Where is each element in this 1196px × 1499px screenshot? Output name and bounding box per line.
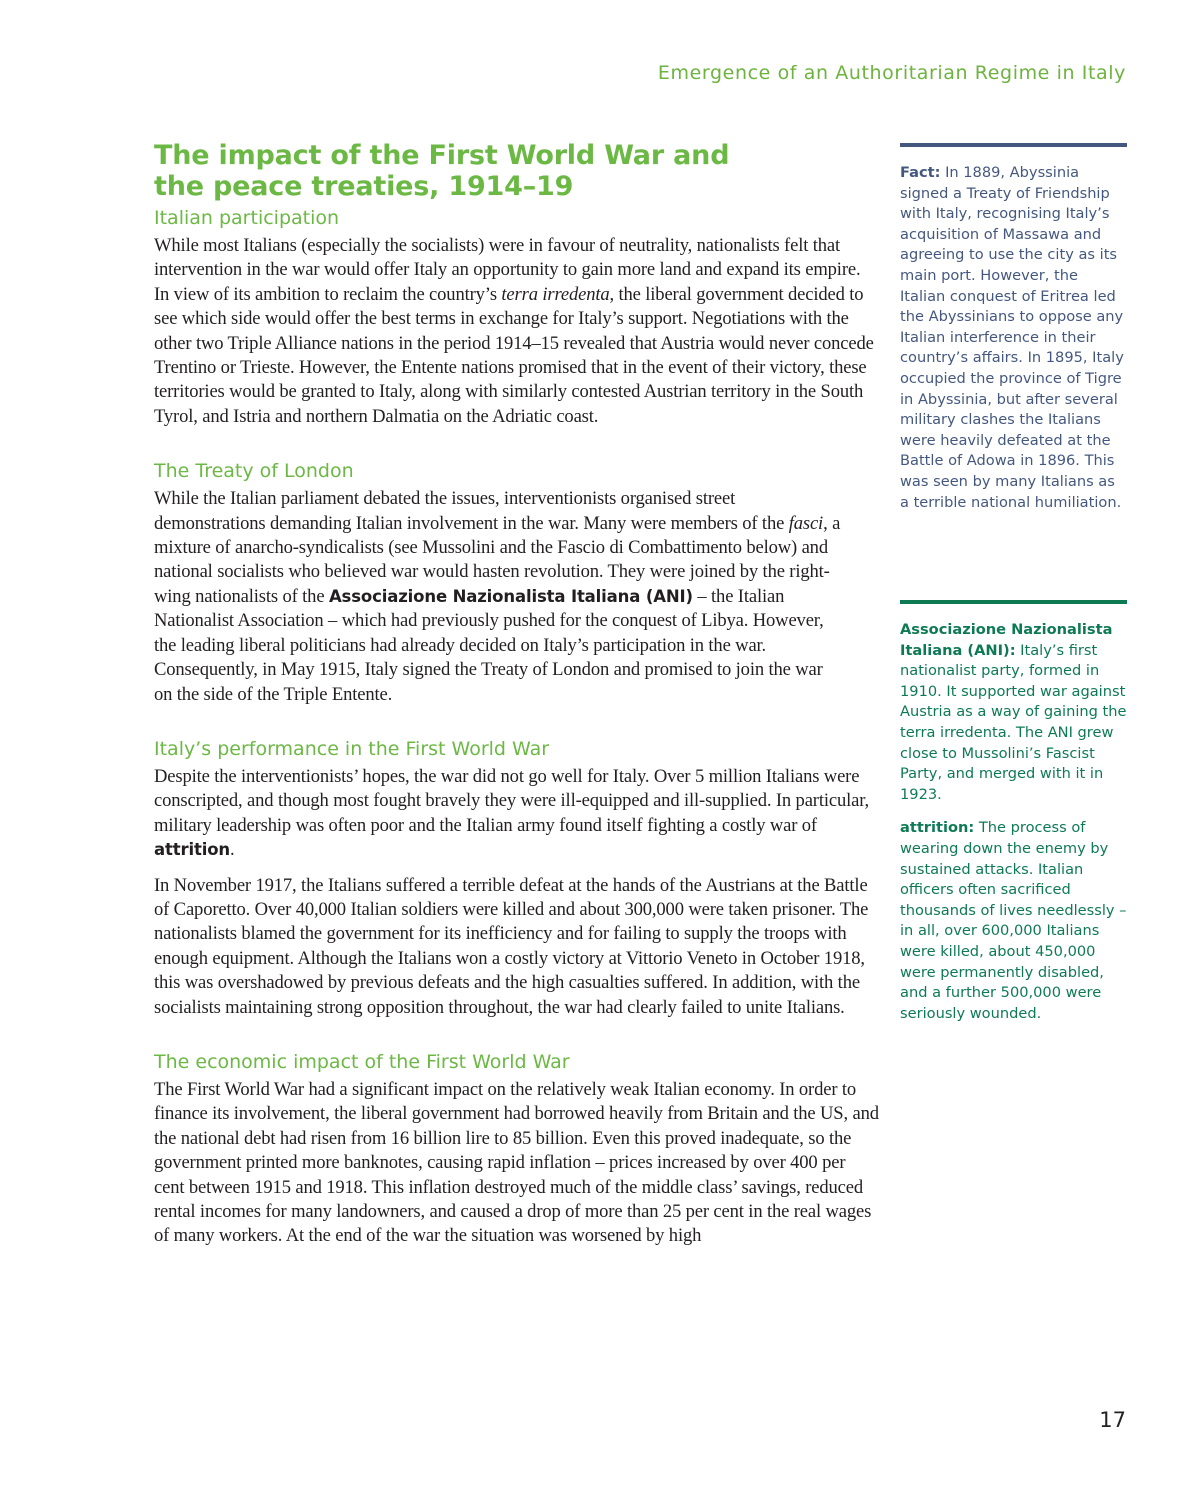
glossary-entry-ani [900, 620, 1127, 805]
italic-term: fasci [788, 512, 824, 534]
section-italy-performance [154, 737, 880, 1020]
section-treaty-of-london [154, 459, 880, 707]
fact-box [900, 143, 1127, 513]
glossary-definition: Italy’s first nationalist party, formed in 1910. It supported war against Austria as a way of gaining the terra irredenta. The ANI grew close to Mussolini’s Fascist Party, and merged with it in 1923. [900, 641, 1127, 803]
glossary-term-ani: Associazione Nazionalista Italiana (ANI) [328, 586, 693, 606]
text-run: – the Italian Nationalist Association – which had previously pushed for the conquest of Libya. However, the leading liberal politicians had already decided on Italy’s participation in the war. Consequently, in May 1915, Italy signed the Treaty of London and promised to join the war on the side of the Triple Entente. [154, 585, 824, 705]
glossary-box [900, 600, 1127, 1024]
glossary-definition: The process of wearing down the enemy by sustained attacks. Italian officers often sacrificed thousands of lives needlessly – in all, over 600,000 Italians were killed, about 450,000 were permanently disabled, and a further 500,000 were seriously wounded. [900, 819, 1127, 1022]
section-italian-participation [154, 206, 880, 429]
paragraph: In November 1917, the Italians suffered a terrible defeat at the hands of the Austrians at the Battle of Caporetto. Over 40,000 Italian soldiers were killed and about 300,000 were taken prisoner. The nationalists blamed the government for its inefficiency and for failing to supply the troops with enough equipment. Although the Italians won a costly victory at Vittorio Veneto in October 1918, this was overshadowed by previous defeats and the high casualties suffered. In addition, with the socialists maintaining strong opposition throughout, the war had clearly failed to unite Italians. [154, 874, 869, 1018]
text-run: Despite the interventionists’ hopes, the war did not go well for Italy. Over 5 million Italians were conscripted, and though most fought bravely they were ill-equipped and ill-supplied. In particular, military leadership was often poor and the Italian army found itself fighting a costly war of [154, 765, 870, 836]
paragraph [154, 234, 880, 429]
page-title [154, 140, 880, 202]
running-head: Emergence of an Authoritarian Regime in Italy [657, 62, 1126, 84]
text-run: , the liberal government decided to see which side would offer the best terms in exchange for Italy’s support. Negotiations with the other two Triple Alliance nations in the period 1914–15 revealed that Austria would never concede Trentino or Trieste. However, the Entente nations promised that in the event of their victory, these territories would be granted to Italy, along with similarly contested Austrian territory in the South Tyrol, and Istria and northern Dalmatia on the Adriatic coast. [154, 283, 874, 427]
text-run: , a mixture of anarcho-syndicalists (see Mussolini and the Fascio di Combattimento below) and national socialists who believed war would hasten revolution. They were joined by the right-wing nationalists of the [154, 512, 841, 607]
page-number: 17 [1099, 1408, 1126, 1432]
glossary-entry-attrition [900, 818, 1127, 1024]
section-economic-impact [154, 1050, 880, 1249]
page-title-line-2: the peace treaties, 1914–19 [154, 171, 574, 202]
glossary-term: Associazione Nazionalista Italiana (ANI): [900, 621, 1113, 659]
text-run: While most Italians (especially the socialists) were in favour of neutrality, nationalists felt that intervention in the war would offer Italy an opportunity to gain more land and expand its empire. In view of its ambition to reclaim the country’s [154, 235, 861, 305]
section-heading: Italy’s performance in the First World War [154, 737, 550, 760]
section-heading: The Treaty of London [154, 460, 354, 483]
text-run: While the Italian parliament debated the issues, interventionists organised street demonstrations demanding Italian involvement in the war. Many were members of the [154, 488, 789, 534]
fact-text [900, 163, 1127, 513]
paragraph: The First World War had a significant impact on the relatively weak Italian economy. In order to finance its involvement, the liberal government had borrowed heavily from Britain and the US, and the national debt had risen from 16 billion lire to 85 billion. Even this proved inadequate, so the government printed more banknotes, causing rapid inflation – prices increased by over 400 per cent between 1915 and 1918. This inflation destroyed much of the middle class’ savings, reduced rental incomes for many landowners, and caused a drop of more than 25 per cent in the real wages of many workers. At the end of the war the situation was worsened by high [154, 1078, 879, 1247]
fact-rule [900, 143, 1127, 147]
glossary-term: attrition: [900, 819, 975, 837]
text-run: . [229, 839, 235, 861]
section-heading: Italian participation [154, 207, 340, 229]
italic-term: terra irredenta [501, 283, 610, 305]
fact-label: Fact: [900, 164, 941, 181]
fact-body: In 1889, Abyssinia signed a Treaty of Friendship with Italy, recognising Italy’s acquisition of Massawa and agreeing to use the city as its main port. However, the Italian conquest of Eritrea led the Abyssinians to oppose any Italian interference in their country’s affairs. In 1895, Italy occupied the province of Tigre in Abyssinia, but after several military clashes the Italians were heavily defeated at the Battle of Adowa in 1896. This was seen by many Italians as a terrible national humiliation. [900, 164, 1124, 511]
paragraph [154, 765, 880, 863]
main-column [154, 140, 880, 1249]
paragraph [154, 487, 844, 707]
glossary-term-attrition: attrition [154, 840, 230, 860]
page-title-line-1: The impact of the First World War and [154, 140, 730, 171]
glossary-rule [900, 600, 1127, 604]
section-heading: The economic impact of the First World War [154, 1050, 570, 1073]
